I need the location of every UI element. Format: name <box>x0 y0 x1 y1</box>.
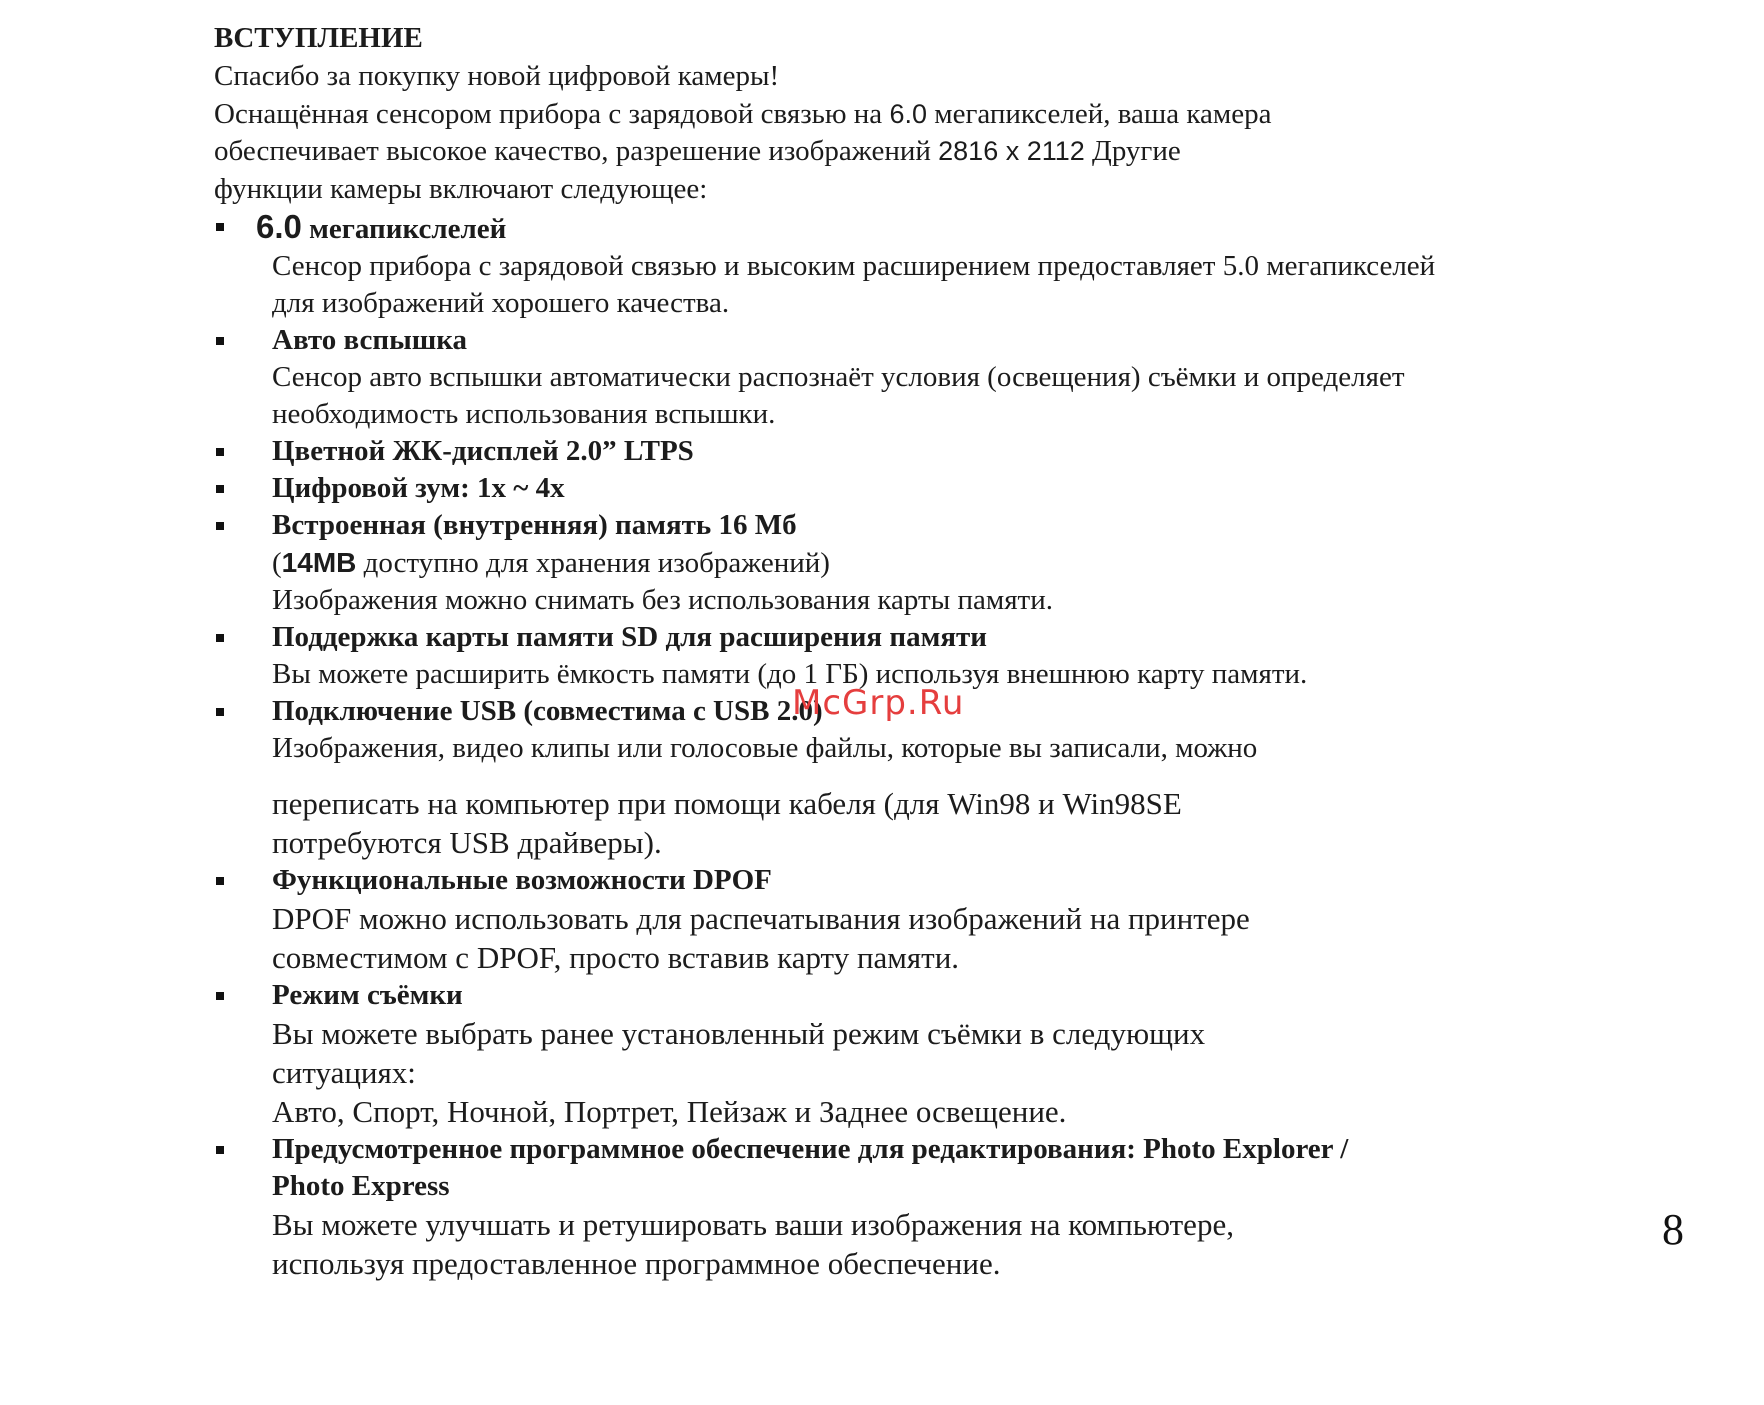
feature-desc: Сенсор авто вспышки автоматически распознаёт условия (освещения) съёмки и определяет необходимость использования вспышки. <box>272 361 1405 430</box>
feature-desc: переписать на компьютер при помощи кабеля (для Win98 и Win98SE потребуются USB драйверы). <box>272 786 1182 860</box>
feature-mp-value: 6.0 <box>256 208 302 245</box>
list-item <box>214 1131 1454 1283</box>
feature-title: Цветной ЖК-дисплей 2.0” LTPS <box>272 435 694 467</box>
feature-title: Поддержка карты памяти SD для расширения памяти <box>272 621 987 653</box>
feature-desc: Изображения, видео клипы или голосовые файлы, которые вы записали, можно <box>272 732 1258 764</box>
bullet-icon <box>216 634 224 642</box>
list-item <box>214 470 1454 507</box>
feature-title: Функциональные возможности DPOF <box>272 864 772 896</box>
intro-thanks: Спасибо за покупку новой цифровой камеры! <box>214 60 780 92</box>
bullet-icon <box>216 877 224 885</box>
feature-title: Режим съёмки <box>272 979 463 1011</box>
feature-title <box>256 208 1454 248</box>
feature-modes: Авто, Спорт, Ночной, Портрет, Пейзаж и Заднее освещение. <box>272 1094 1067 1129</box>
feature-desc: DPOF можно использовать для распечатывания изображений на принтере совместимом с DPOF, просто вставив карту памяти. <box>272 901 1250 975</box>
feature-title: Цифровой зум: 1x ~ 4x <box>272 472 565 504</box>
feature-title: Авто вспышка <box>272 324 467 356</box>
bullet-icon <box>216 1146 224 1154</box>
list-item <box>214 862 1454 977</box>
document-page <box>214 18 1454 1283</box>
intro-text-1: Оснащённая сенсором прибора с зарядовой связью на <box>214 97 883 130</box>
bullet-icon <box>216 992 224 1000</box>
list-item <box>214 977 1454 1131</box>
bullet-icon <box>216 522 224 530</box>
watermark: McGrp.Ru <box>792 683 965 723</box>
feature-memory-available <box>272 544 1454 582</box>
list-item <box>214 433 1454 470</box>
feature-desc: Сенсор прибора с зарядовой связью и высоким расширением предоставляет 5.0 мегапикселей для изображений хорошего качества. <box>272 250 1436 319</box>
bullet-icon <box>216 708 224 716</box>
feature-desc: Вы можете улучшать и ретушировать ваши изображения на компьютере, используя предоставленное программное обеспечение. <box>272 1207 1234 1281</box>
feature-mp-title: мегапикслелей <box>309 213 507 245</box>
intro-resolution: 2816 x 2112 <box>938 136 1085 166</box>
intro-mp-value: 6.0 <box>889 98 927 129</box>
list-item <box>214 208 1454 322</box>
intro-text-2: мегапикселей, ваша камера обеспечивает высокое качество, разрешение изображений <box>214 97 1272 167</box>
feature-memory-text: доступно для хранения изображений) <box>363 547 830 579</box>
feature-memory-value: 14MB <box>281 547 357 578</box>
open-paren: ( <box>272 547 282 579</box>
bullet-icon <box>216 223 224 231</box>
list-item <box>214 619 1454 693</box>
bullet-icon <box>216 485 224 493</box>
bullet-icon <box>216 337 224 345</box>
bullet-icon <box>216 448 224 456</box>
intro-text-3: Другие функции камеры включают следующее: <box>214 135 1181 205</box>
feature-list <box>214 208 1454 1283</box>
list-item <box>214 507 1454 619</box>
page-number: 8 <box>1662 1205 1684 1254</box>
feature-desc: Изображения можно снимать без использования карты памяти. <box>272 584 1053 616</box>
feature-desc: Вы можете расширить ёмкость памяти (до 1 ГБ) используя внешнюю карту памяти. <box>272 658 1308 690</box>
page-title: ВСТУПЛЕНИЕ <box>214 22 423 54</box>
feature-desc: Вы можете выбрать ранее установленный режим съёмки в следующих ситуациях: <box>272 1016 1206 1090</box>
list-item <box>214 322 1454 433</box>
feature-title: Встроенная (внутренняя) память 16 Мб <box>272 509 797 541</box>
feature-title: Предусмотренное программное обеспечение для редактирования: Photo Explorer / Photo Express <box>272 1133 1349 1202</box>
intro-paragraph <box>214 96 1274 209</box>
feature-title: Подключение USB (совместима с USB 2.0) <box>272 695 823 727</box>
